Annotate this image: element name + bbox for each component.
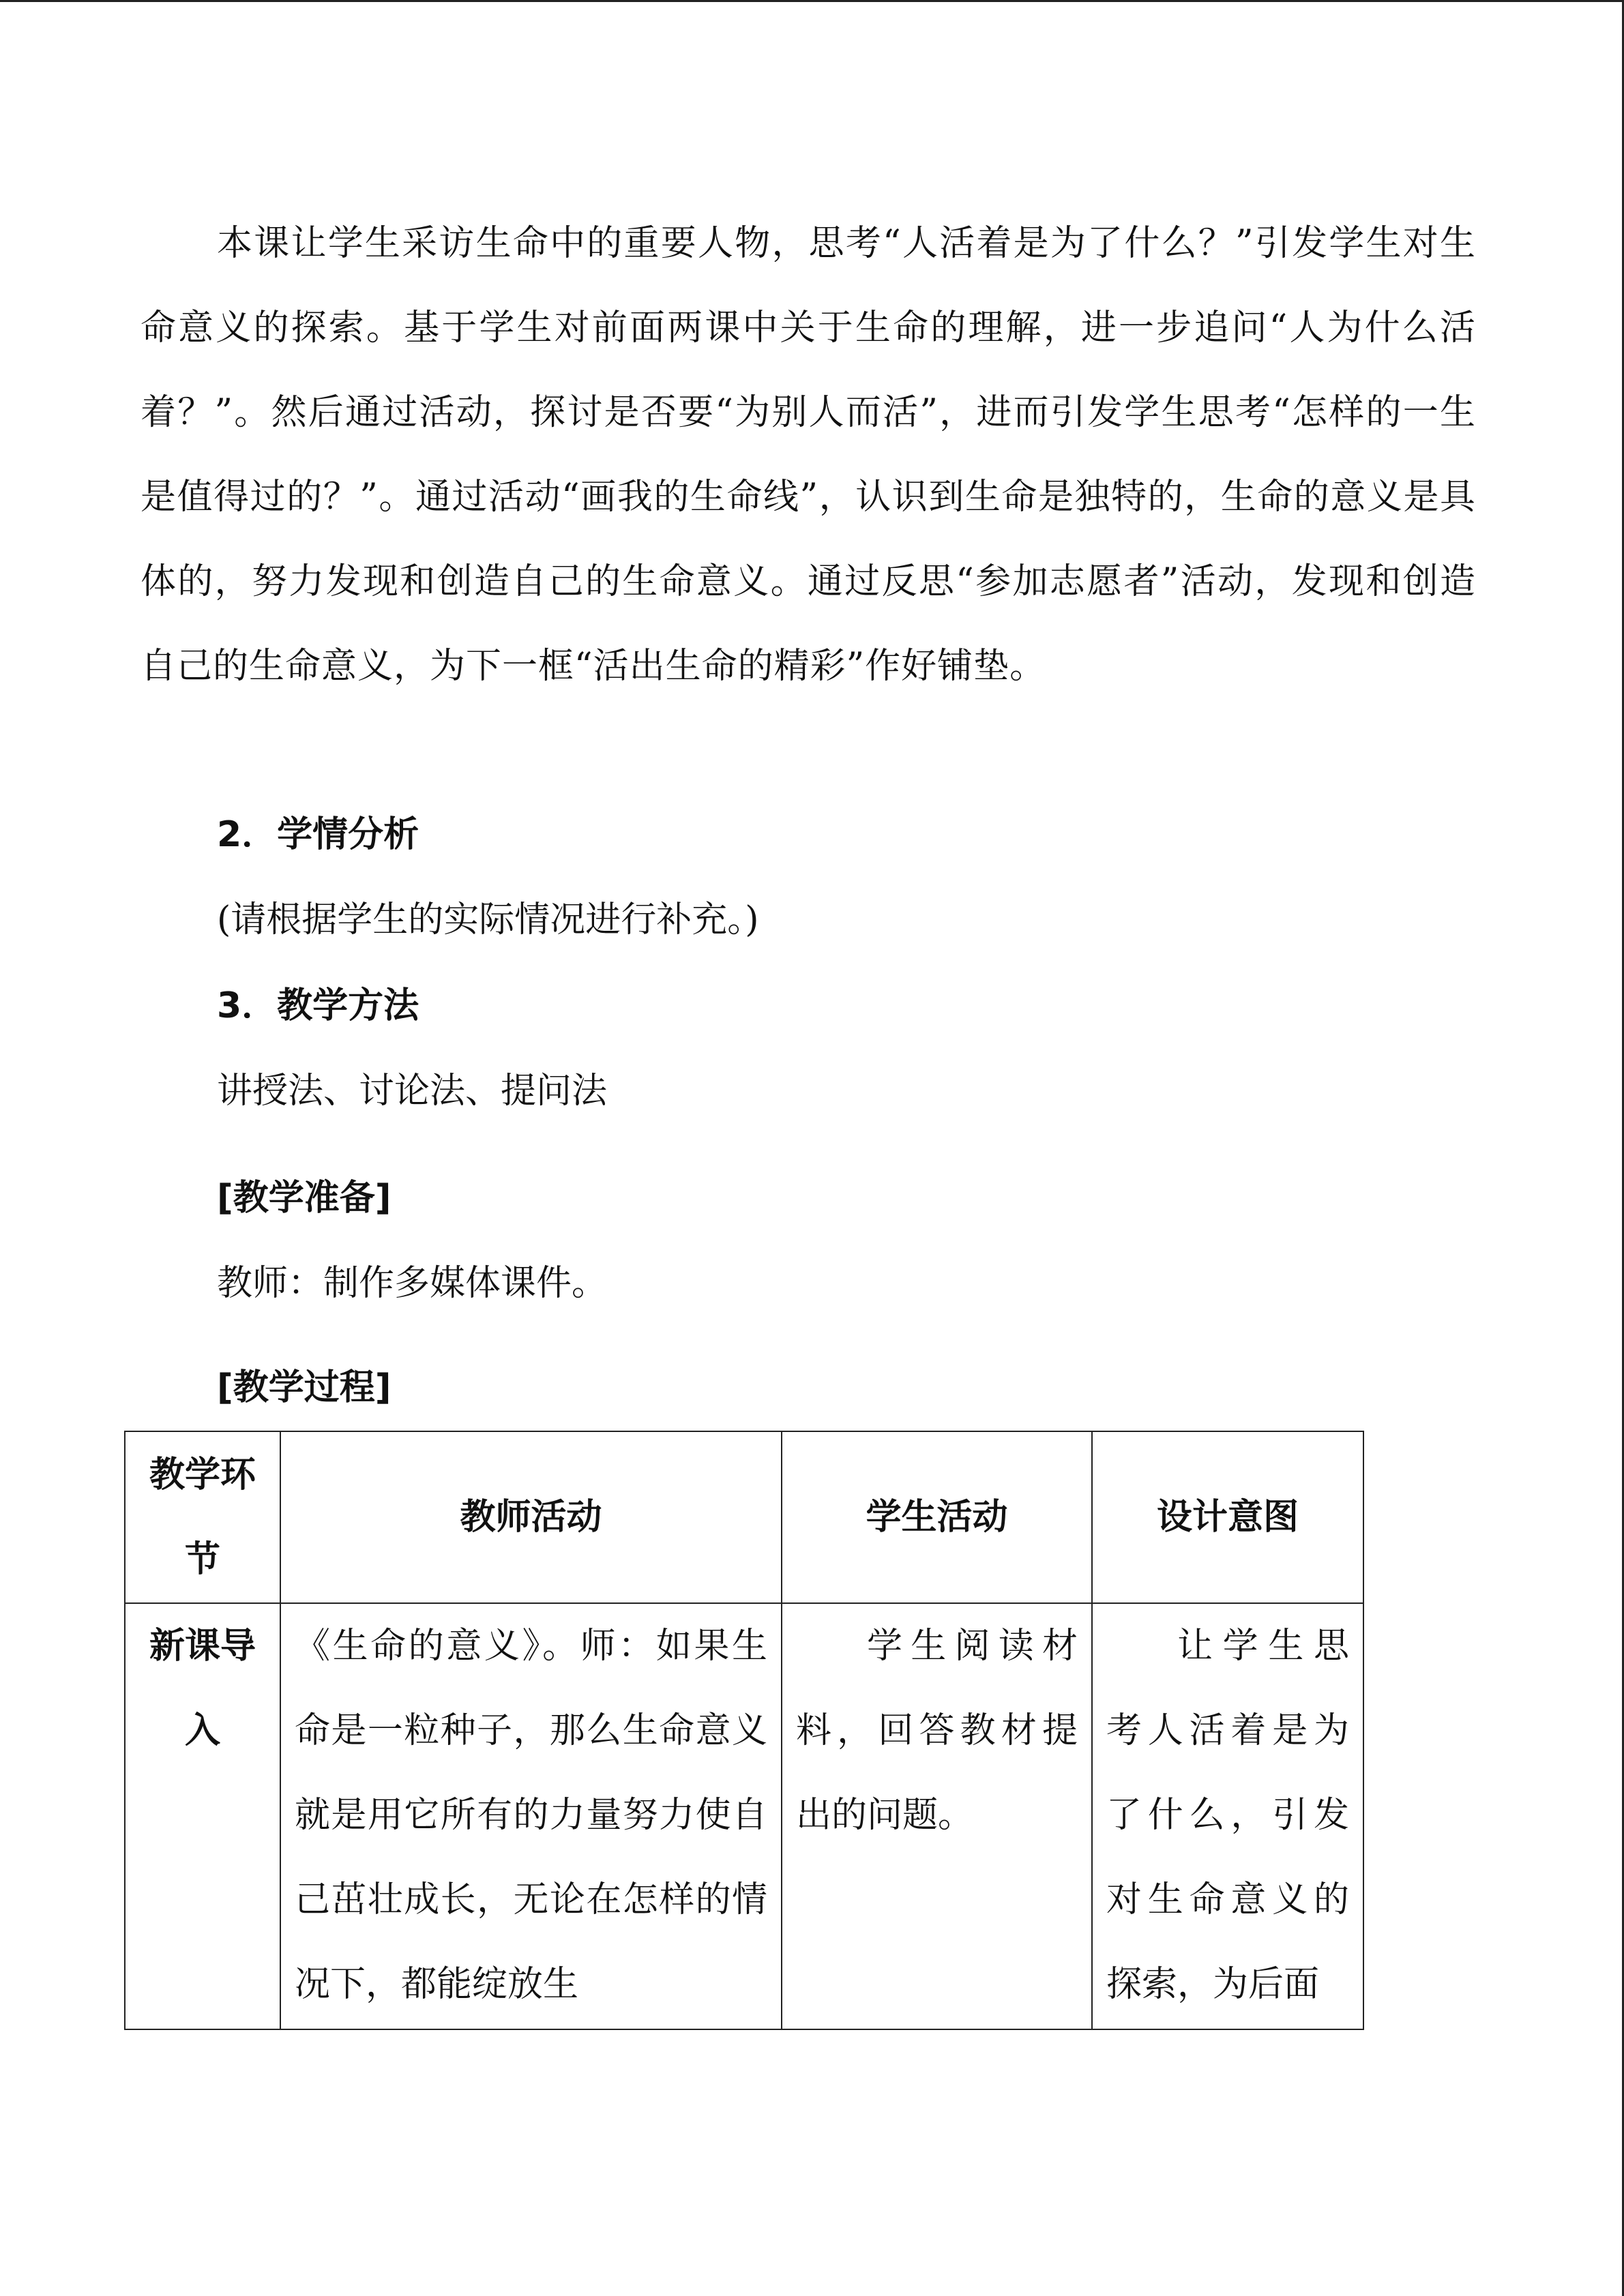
header-stage: 教学环节 bbox=[125, 1431, 280, 1603]
cell-student-activity: 学生阅读材料，回答教材提出的问题。 bbox=[782, 1603, 1092, 2029]
table-header-row bbox=[125, 1431, 1363, 1603]
header-design-intent: 设计意图 bbox=[1092, 1431, 1363, 1603]
section-heading-learning-analysis: 2．学情分析 bbox=[217, 814, 419, 855]
table-row bbox=[125, 1603, 1363, 2029]
teaching-process-table bbox=[124, 1431, 1364, 2030]
cell-design-intent: 让学生思考人活着是为了什么，引发对生命意义的探索，为后面 bbox=[1092, 1603, 1363, 2029]
header-teacher-activity: 教师活动 bbox=[280, 1431, 782, 1603]
preparation-heading: [教学准备] bbox=[217, 1178, 392, 1219]
cell-teacher-activity: 《生命的意义》。师：如果生命是一粒种子，那么生命意义就是用它所有的力量努力使自己茁壮成长，无论在怎样的情况下，都能绽放生 bbox=[280, 1603, 782, 2029]
cell-stage: 新课导入 bbox=[125, 1603, 280, 2029]
teaching-methods-text: 讲授法、讨论法、提问法 bbox=[217, 1071, 608, 1112]
learning-analysis-note: (请根据学生的实际情况进行补充。) bbox=[217, 899, 759, 940]
preparation-text: 教师：制作多媒体课件。 bbox=[217, 1263, 608, 1304]
section-heading-teaching-methods: 3．教学方法 bbox=[217, 985, 419, 1026]
header-student-activity: 学生活动 bbox=[782, 1431, 1092, 1603]
process-heading: [教学过程] bbox=[217, 1367, 392, 1408]
intro-paragraph: 本课让学生采访生命中的重要人物，思考“人活着是为了什么？”引发学生对生命意义的探索。基于学生对前面两课中关于生命的理解，进一步追问“人为什么活着？”。然后通过活动，探讨是否要“为别人而活”，进而引发学生思考“怎样的一生是值得过的？”。通过活动“画我的生命线”，认识到生命是独特的，生命的意义是具体的，努力发现和创造自己的生命意义。通过反思“参加志愿者”活动，发现和创造自己的生命意义，为下一框“活出生命的精彩”作好铺垫。 bbox=[141, 223, 1476, 687]
